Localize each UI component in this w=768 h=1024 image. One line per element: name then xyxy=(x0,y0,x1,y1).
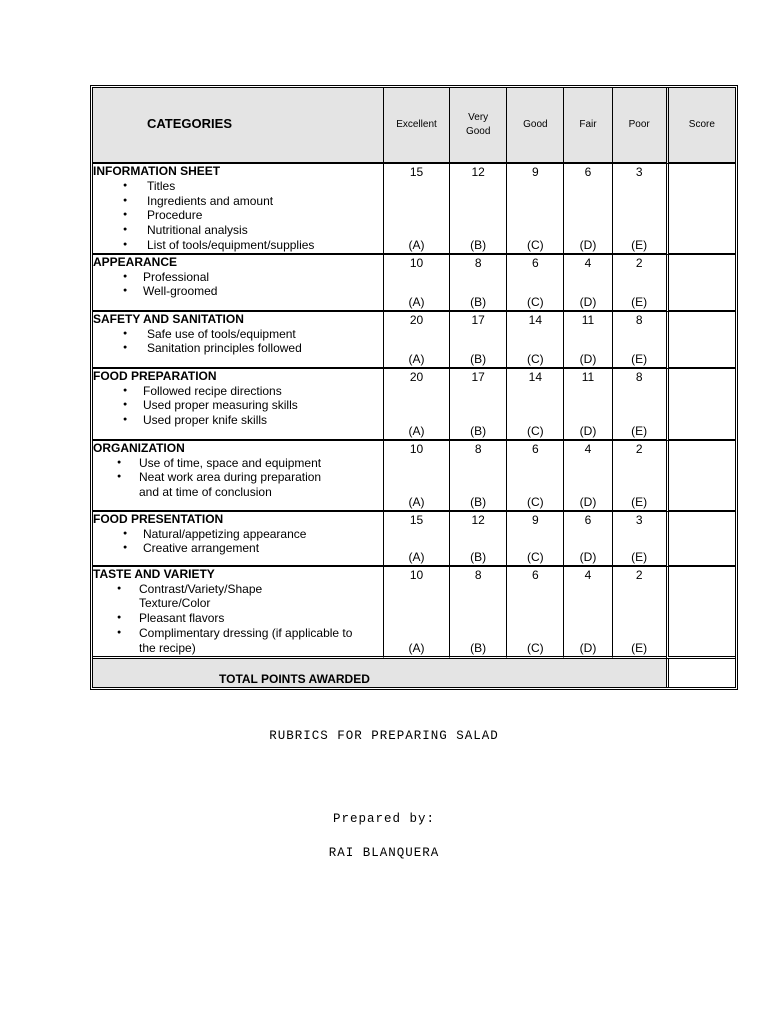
points-fair: 4 (D) xyxy=(563,567,611,659)
list-item: ● Used proper measuring skills xyxy=(93,398,383,413)
header-good: Good xyxy=(506,88,563,164)
points-poor: 2 (E) xyxy=(612,567,666,659)
list-item: ● Natural/appetizing appearance xyxy=(93,527,383,542)
points-fair: 4 (D) xyxy=(563,441,611,512)
document-title: RUBRICS FOR PREPARING SALAD xyxy=(269,729,499,743)
points-fair: 6 (D) xyxy=(563,164,611,255)
category-cell xyxy=(93,369,383,441)
prepared-by-label: Prepared by: xyxy=(332,812,435,826)
table-row xyxy=(93,255,735,312)
header-score: Score xyxy=(666,88,735,164)
points-very-good: 17 (B) xyxy=(449,369,506,441)
category-title: ORGANIZATION xyxy=(93,440,185,455)
points-excellent: 10 (A) xyxy=(383,255,449,312)
score-cell[interactable] xyxy=(666,567,735,659)
category-title: TASTE AND VARIETY xyxy=(93,566,215,581)
points-very-good: 8 (B) xyxy=(449,441,506,512)
author-name: RAI BLANQUERA xyxy=(328,846,440,860)
points-very-good: 17 (B) xyxy=(449,312,506,369)
points-fair: 4 (D) xyxy=(563,255,611,312)
points-excellent: 20 (A) xyxy=(383,312,449,369)
points-excellent: 15 (A) xyxy=(383,512,449,567)
header-fair: Fair xyxy=(563,88,611,164)
header-excellent: Excellent xyxy=(383,88,449,164)
points-poor: 3 (E) xyxy=(612,164,666,255)
score-cell[interactable] xyxy=(666,164,735,255)
points-good: 6 (C) xyxy=(506,441,563,512)
points-excellent: 10 (A) xyxy=(383,441,449,512)
points-poor: 8 (E) xyxy=(612,312,666,369)
list-item: ● Safe use of tools/equipment xyxy=(93,327,383,342)
total-score-cell[interactable] xyxy=(666,659,735,687)
list-item: ● Contrast/Variety/Shape Texture/Color xyxy=(93,582,289,612)
list-item: ● Neat work area during preparation and at time of conclusion xyxy=(93,470,329,500)
list-item: ● Complimentary dressing (if applicable to the recipe) xyxy=(93,626,371,656)
points-fair: 11 (D) xyxy=(563,312,611,369)
list-item: ● Professional xyxy=(93,270,383,285)
points-good: 14 (C) xyxy=(506,312,563,369)
list-item: ● Sanitation principles followed xyxy=(93,341,383,356)
table-row xyxy=(93,512,735,567)
points-very-good: 12 (B) xyxy=(449,512,506,567)
rubric-table xyxy=(92,87,736,688)
points-fair: 6 (D) xyxy=(563,512,611,567)
points-good: 9 (C) xyxy=(506,512,563,567)
points-poor: 8 (E) xyxy=(612,369,666,441)
list-item: ● Pleasant flavors xyxy=(93,611,383,626)
header-row xyxy=(93,88,735,164)
list-item: ● Creative arrangement xyxy=(93,541,383,556)
category-cell xyxy=(93,512,383,567)
points-good: 6 (C) xyxy=(506,567,563,659)
table-row xyxy=(93,441,735,512)
table-row xyxy=(93,312,735,369)
points-fair: 11 (D) xyxy=(563,369,611,441)
list-item: ● List of tools/equipment/supplies xyxy=(93,238,383,253)
points-very-good: 8 (B) xyxy=(449,255,506,312)
category-title: SAFETY AND SANITATION xyxy=(93,311,244,326)
points-very-good: 12 (B) xyxy=(449,164,506,255)
points-excellent: 10 (A) xyxy=(383,567,449,659)
score-cell[interactable] xyxy=(666,441,735,512)
points-excellent: 15 (A) xyxy=(383,164,449,255)
score-cell[interactable] xyxy=(666,512,735,567)
category-cell xyxy=(93,567,383,659)
points-poor: 2 (E) xyxy=(612,255,666,312)
category-cell xyxy=(93,441,383,512)
list-item: ● Ingredients and amount xyxy=(93,194,383,209)
total-label: TOTAL POINTS AWARDED xyxy=(93,659,666,687)
header-very-good: Very Good xyxy=(449,88,506,164)
category-title: FOOD PREPARATION xyxy=(93,368,217,383)
table-row xyxy=(93,567,735,659)
score-cell[interactable] xyxy=(666,369,735,441)
list-item: ● Titles xyxy=(93,179,383,194)
header-poor: Poor xyxy=(612,88,666,164)
table-row xyxy=(93,164,735,255)
category-cell xyxy=(93,164,383,255)
points-poor: 2 (E) xyxy=(612,441,666,512)
points-excellent: 20 (A) xyxy=(383,369,449,441)
score-cell[interactable] xyxy=(666,312,735,369)
list-item: ● Well-groomed xyxy=(93,284,383,299)
category-title: APPEARANCE xyxy=(93,254,178,269)
points-good: 9 (C) xyxy=(506,164,563,255)
category-title: INFORMATION SHEET xyxy=(93,164,221,178)
category-cell xyxy=(93,255,383,312)
points-good: 14 (C) xyxy=(506,369,563,441)
list-item: ● Used proper knife skills xyxy=(93,413,383,428)
list-item: ● Use of time, space and equipment xyxy=(93,456,323,471)
header-categories: CATEGORIES xyxy=(93,88,383,164)
list-item: ● Followed recipe directions xyxy=(93,384,383,399)
points-good: 6 (C) xyxy=(506,255,563,312)
score-cell[interactable] xyxy=(666,255,735,312)
list-item: ● Nutritional analysis xyxy=(93,223,383,238)
list-item: ● Procedure xyxy=(93,208,383,223)
points-poor: 3 (E) xyxy=(612,512,666,567)
points-very-good: 8 (B) xyxy=(449,567,506,659)
total-row xyxy=(93,659,735,687)
table-row xyxy=(93,369,735,441)
category-cell xyxy=(93,312,383,369)
category-title: FOOD PRESENTATION xyxy=(93,511,224,526)
